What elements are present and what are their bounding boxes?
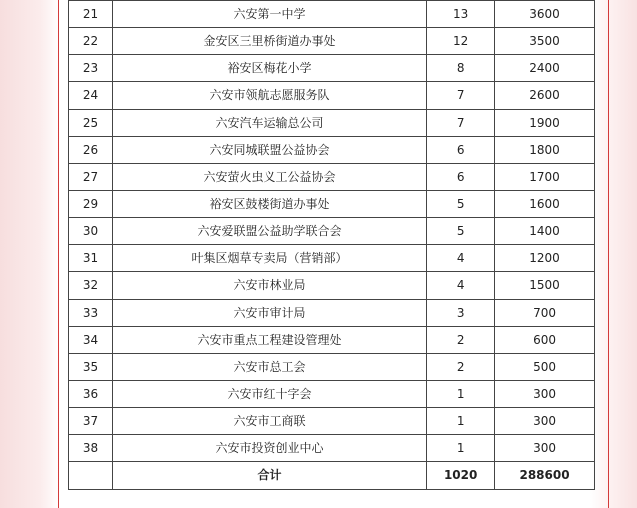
donor-count: 7 bbox=[427, 82, 495, 109]
organization-name: 六安市林业局 bbox=[112, 272, 426, 299]
donation-amount: 1700 bbox=[495, 163, 595, 190]
donor-count: 3 bbox=[427, 299, 495, 326]
row-number: 29 bbox=[69, 190, 113, 217]
total-row-number bbox=[69, 462, 113, 489]
donation-amount: 1500 bbox=[495, 272, 595, 299]
total-label: 合计 bbox=[112, 462, 426, 489]
organization-name: 六安市工商联 bbox=[112, 408, 426, 435]
donation-amount: 3600 bbox=[495, 1, 595, 28]
table-row bbox=[69, 272, 595, 299]
table-row bbox=[69, 245, 595, 272]
organization-name: 六安市领航志愿服务队 bbox=[112, 82, 426, 109]
donation-amount: 300 bbox=[495, 435, 595, 462]
organization-name: 六安市重点工程建设管理处 bbox=[112, 326, 426, 353]
donation-table bbox=[68, 0, 595, 490]
organization-name: 六安市红十字会 bbox=[112, 380, 426, 407]
donation-amount: 2400 bbox=[495, 55, 595, 82]
table-row bbox=[69, 109, 595, 136]
donor-count: 4 bbox=[427, 245, 495, 272]
row-number: 38 bbox=[69, 435, 113, 462]
donor-count: 4 bbox=[427, 272, 495, 299]
table-row bbox=[69, 28, 595, 55]
donor-count: 5 bbox=[427, 190, 495, 217]
donation-amount: 2600 bbox=[495, 82, 595, 109]
row-number: 37 bbox=[69, 408, 113, 435]
table-row bbox=[69, 326, 595, 353]
row-number: 23 bbox=[69, 55, 113, 82]
donation-amount: 300 bbox=[495, 380, 595, 407]
row-number: 36 bbox=[69, 380, 113, 407]
table-row bbox=[69, 299, 595, 326]
organization-name: 叶集区烟草专卖局（营销部） bbox=[112, 245, 426, 272]
donation-table-body bbox=[69, 1, 595, 490]
row-number: 22 bbox=[69, 28, 113, 55]
total-row bbox=[69, 462, 595, 489]
table-row bbox=[69, 218, 595, 245]
donor-count: 7 bbox=[427, 109, 495, 136]
donor-count: 1 bbox=[427, 435, 495, 462]
donor-count: 1 bbox=[427, 380, 495, 407]
donor-count: 5 bbox=[427, 218, 495, 245]
organization-name: 六安爱联盟公益助学联合会 bbox=[112, 218, 426, 245]
row-number: 24 bbox=[69, 82, 113, 109]
donor-count: 1 bbox=[427, 408, 495, 435]
row-number: 21 bbox=[69, 1, 113, 28]
row-number: 30 bbox=[69, 218, 113, 245]
donor-count: 6 bbox=[427, 136, 495, 163]
row-number: 32 bbox=[69, 272, 113, 299]
page-frame-left-border bbox=[58, 0, 59, 508]
donation-amount: 1600 bbox=[495, 190, 595, 217]
table-row bbox=[69, 82, 595, 109]
table-row bbox=[69, 1, 595, 28]
organization-name: 六安萤火虫义工公益协会 bbox=[112, 163, 426, 190]
organization-name: 六安第一中学 bbox=[112, 1, 426, 28]
donor-count: 6 bbox=[427, 163, 495, 190]
row-number: 25 bbox=[69, 109, 113, 136]
row-number: 26 bbox=[69, 136, 113, 163]
donation-amount: 1900 bbox=[495, 109, 595, 136]
organization-name: 六安同城联盟公益协会 bbox=[112, 136, 426, 163]
page-frame-right-border bbox=[608, 0, 609, 508]
row-number: 31 bbox=[69, 245, 113, 272]
table-row bbox=[69, 163, 595, 190]
donation-amount: 600 bbox=[495, 326, 595, 353]
row-number: 27 bbox=[69, 163, 113, 190]
donation-amount: 300 bbox=[495, 408, 595, 435]
organization-name: 六安市投资创业中心 bbox=[112, 435, 426, 462]
donor-count: 8 bbox=[427, 55, 495, 82]
table-row bbox=[69, 55, 595, 82]
total-amount: 288600 bbox=[495, 462, 595, 489]
donation-amount: 1800 bbox=[495, 136, 595, 163]
organization-name: 六安市审计局 bbox=[112, 299, 426, 326]
organization-name: 六安市总工会 bbox=[112, 353, 426, 380]
organization-name: 六安汽车运输总公司 bbox=[112, 109, 426, 136]
organization-name: 裕安区鼓楼街道办事处 bbox=[112, 190, 426, 217]
donor-count: 2 bbox=[427, 353, 495, 380]
donor-count: 12 bbox=[427, 28, 495, 55]
donation-amount: 1400 bbox=[495, 218, 595, 245]
donation-amount: 3500 bbox=[495, 28, 595, 55]
organization-name: 金安区三里桥街道办事处 bbox=[112, 28, 426, 55]
table-row bbox=[69, 353, 595, 380]
donation-amount: 500 bbox=[495, 353, 595, 380]
total-count: 1020 bbox=[427, 462, 495, 489]
table-row bbox=[69, 408, 595, 435]
donation-amount: 700 bbox=[495, 299, 595, 326]
row-number: 34 bbox=[69, 326, 113, 353]
donation-amount: 1200 bbox=[495, 245, 595, 272]
table-row bbox=[69, 435, 595, 462]
organization-name: 裕安区梅花小学 bbox=[112, 55, 426, 82]
row-number: 33 bbox=[69, 299, 113, 326]
table-row bbox=[69, 190, 595, 217]
donor-count: 13 bbox=[427, 1, 495, 28]
donor-count: 2 bbox=[427, 326, 495, 353]
table-row bbox=[69, 136, 595, 163]
row-number: 35 bbox=[69, 353, 113, 380]
table-row bbox=[69, 380, 595, 407]
